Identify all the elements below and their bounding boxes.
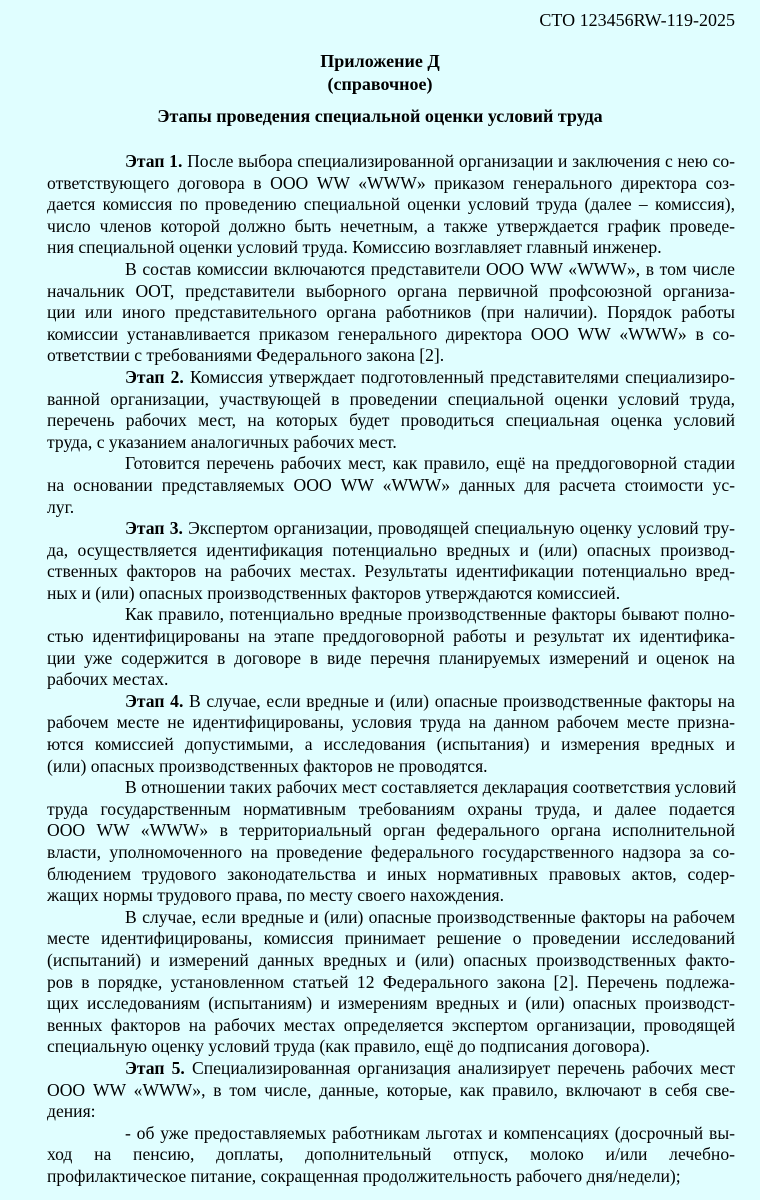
line-text: труда государственным нормативным требованиям охраны труда, и далее подается — [47, 798, 735, 819]
line-text: - об уже предоставляемых работникам льготах и компенсациях (досрочный вы- — [125, 1122, 735, 1143]
paragraph-line — [47, 1101, 735, 1123]
line-text: труда, с указанием аналогичных рабочих мест. — [47, 431, 397, 452]
paragraph-line — [47, 669, 735, 691]
paragraph-line — [47, 1058, 735, 1080]
line-text: блюдением трудового законодательства и иных нормативных правовых актов, содер- — [47, 863, 735, 884]
paragraph-line — [47, 237, 735, 259]
paragraph-line — [47, 259, 735, 281]
line-text: ответствующего договора в ООО WW «WWW» приказом генерального директора соз- — [47, 172, 735, 193]
paragraph-line — [47, 410, 735, 432]
paragraph-line — [47, 648, 735, 670]
line-text: перечень рабочих мест, на которых будет проводиться специальная оценка условий — [47, 410, 735, 431]
line-text: ции уже содержится в договоре в виде перечня планируемых измерений и оценок на — [47, 647, 735, 668]
line-text: профилактическое питание, сокращенная продолжительность рабочего дня/недели); — [47, 1165, 681, 1186]
stage-label: Этап 3. — [125, 518, 183, 539]
paragraph-line — [47, 151, 735, 173]
line-text: венных факторов на рабочих местах определяется экспертом организации, проводящей — [47, 1014, 735, 1035]
paragraph-line — [47, 518, 735, 540]
paragraph-line — [47, 950, 735, 972]
line-text: луг. — [47, 496, 75, 517]
paragraph-line — [47, 907, 735, 929]
paragraph-line — [47, 734, 735, 756]
paragraph-line — [47, 432, 735, 454]
paragraph-line — [47, 993, 735, 1015]
line-text: ции или иного представительного органа работников (при наличии). Порядок работы — [47, 302, 735, 323]
line-text: комиссии устанавливается приказом генерального директора ООО WW «WWW» в со- — [47, 323, 735, 344]
paragraph-line — [47, 1144, 735, 1166]
paragraph-line — [47, 1080, 735, 1102]
paragraph-line — [47, 281, 735, 303]
stage-label: Этап 2. — [125, 366, 184, 387]
line-text: власти, уполномоченного на проведение федерального государственного надзора за со- — [47, 842, 735, 862]
paragraph-line — [47, 497, 735, 519]
line-text: В состав комиссии включаются представители ООО WW «WWW», в том числе — [125, 258, 735, 279]
paragraph-line — [47, 777, 735, 799]
paragraph-line — [47, 194, 735, 216]
paragraph-line — [47, 173, 735, 195]
line-text: ответствии с требованиями Федерального закона [2]. — [47, 345, 445, 366]
stage-label: Этап 5. — [125, 1057, 185, 1078]
line-text: рабочем месте не идентифицированы, условия труда на данном рабочем месте призна- — [47, 712, 735, 733]
line-text: да, осуществляется идентификация потенциально вредных и (или) опасных производ- — [47, 539, 735, 560]
paragraph-line — [47, 302, 735, 324]
appendix-type: (справочное) — [327, 74, 433, 94]
paragraph-line — [47, 453, 735, 475]
line-text: Специализированная организация анализирует перечень рабочих мест — [191, 1057, 735, 1078]
line-text: ООО WW «WWW» в территориальный орган федерального органа исполнительной — [47, 820, 735, 841]
paragraph-line — [47, 691, 735, 713]
line-text: начальник ООТ, представители выборного органа первичной профсоюзной организа- — [47, 280, 735, 301]
line-text: ственных факторов на рабочих местах. Результаты идентификации потенциально вред- — [47, 561, 735, 582]
line-text: В случае, если вредные и (или) опасные производственные факторы на — [189, 690, 735, 711]
line-text: ход на пенсию, доплаты, дополнительный отпуск, молоко и/или лечебно- — [47, 1144, 735, 1165]
line-text: месте идентифицированы, комиссия принимает решение о проведении исследований — [47, 928, 735, 949]
line-text: ванной организации, участвующей в проведении специальной оценки условий труда, — [47, 388, 735, 409]
line-text: В отношении таких рабочих мест составляется декларация соответствия условий — [125, 777, 737, 798]
paragraph-line — [47, 583, 735, 605]
line-text: специальную оценку условий труда (как правило, ещё до подписания договора). — [47, 1036, 650, 1057]
paragraph-line — [47, 216, 735, 238]
paragraph-line — [47, 389, 735, 411]
paragraph-line — [47, 626, 735, 648]
paragraph-line — [47, 756, 735, 778]
line-text: ются комиссией допустимыми, а исследования (испытания) и измерения вредных и — [47, 734, 735, 755]
paragraph-line — [47, 561, 735, 583]
paragraph-line — [47, 864, 735, 886]
line-text: дения: — [47, 1101, 96, 1122]
paragraph-line — [47, 540, 735, 562]
paragraph-line — [47, 604, 735, 626]
paragraph-line — [47, 1123, 735, 1145]
paragraph-line — [47, 475, 735, 497]
stage-label: Этап 1. — [125, 151, 183, 171]
line-text: стью идентифицированы на этапе преддоговорной работы и результат их идентифика- — [47, 626, 735, 647]
document-code: СТО 123456RW-119-2025 — [539, 10, 735, 30]
paragraph-line — [47, 928, 735, 950]
paragraph-line — [47, 799, 735, 821]
line-text: ООО WW «WWW», в том числе, данные, которые, как правило, включают в себя све- — [47, 1079, 735, 1100]
line-text: ров в порядке, установленном статьей 12 Федерального закона [2]. Перечень подлежа- — [47, 971, 735, 992]
document-body — [47, 151, 735, 1188]
stage-label: Этап 4. — [125, 690, 184, 711]
line-text: Экспертом организации, проводящей специальную оценку условий тру- — [188, 518, 735, 539]
paragraph-line — [47, 885, 735, 907]
line-text: (испытаний) и измерений данных вредных и (или) опасных производственных факто- — [47, 949, 735, 970]
line-text: дается комиссия по проведению специальной оценки условий труда (далее – комиссия), — [47, 194, 735, 215]
line-text: жащих нормы трудового права, по месту своего нахождения. — [47, 885, 504, 906]
line-text: После выбора специализированной организации и заключения с нею со- — [187, 151, 736, 171]
line-text: ния специальной оценки условий труда. Комиссию возглавляет главный инженер. — [47, 237, 662, 258]
paragraph-line — [47, 820, 735, 842]
line-text: на основании представляемых ООО WW «WWW» данных для расчета стоимости ус- — [47, 474, 735, 495]
paragraph-line — [47, 842, 735, 864]
line-text: щих исследованиям (испытаниям) и измерениям вредных и (или) опасных производст- — [47, 993, 735, 1014]
line-text: Готовится перечень рабочих мест, как правило, ещё на преддоговорной стадии — [125, 453, 735, 474]
line-text: Комиссия утверждает подготовленный представителями специализиро- — [190, 366, 736, 387]
paragraph-line — [47, 1036, 735, 1058]
line-text: В случае, если вредные и (или) опасные производственные факторы на рабочем — [125, 906, 735, 927]
paragraph-line — [47, 345, 735, 367]
line-text: (или) опасных производственных факторов не проводятся. — [47, 755, 488, 776]
line-text: ных и (или) опасных производственных факторов утверждаются комиссией. — [47, 582, 621, 603]
paragraph-line — [47, 1015, 735, 1037]
line-text: рабочих местах. — [47, 669, 169, 690]
paragraph-line — [47, 712, 735, 734]
paragraph-line — [47, 367, 735, 389]
paragraph-line — [47, 972, 735, 994]
paragraph-line — [47, 324, 735, 346]
line-text: Как правило, потенциально вредные производственные факторы бывают полно- — [125, 604, 735, 625]
section-heading: Этапы проведения специальной оценки условий труда — [157, 106, 603, 126]
paragraph-line — [47, 1166, 735, 1188]
appendix-title: Приложение Д — [320, 51, 440, 71]
line-text: число членов которой должно быть нечетным, а также утверждается график проведе- — [47, 215, 735, 236]
